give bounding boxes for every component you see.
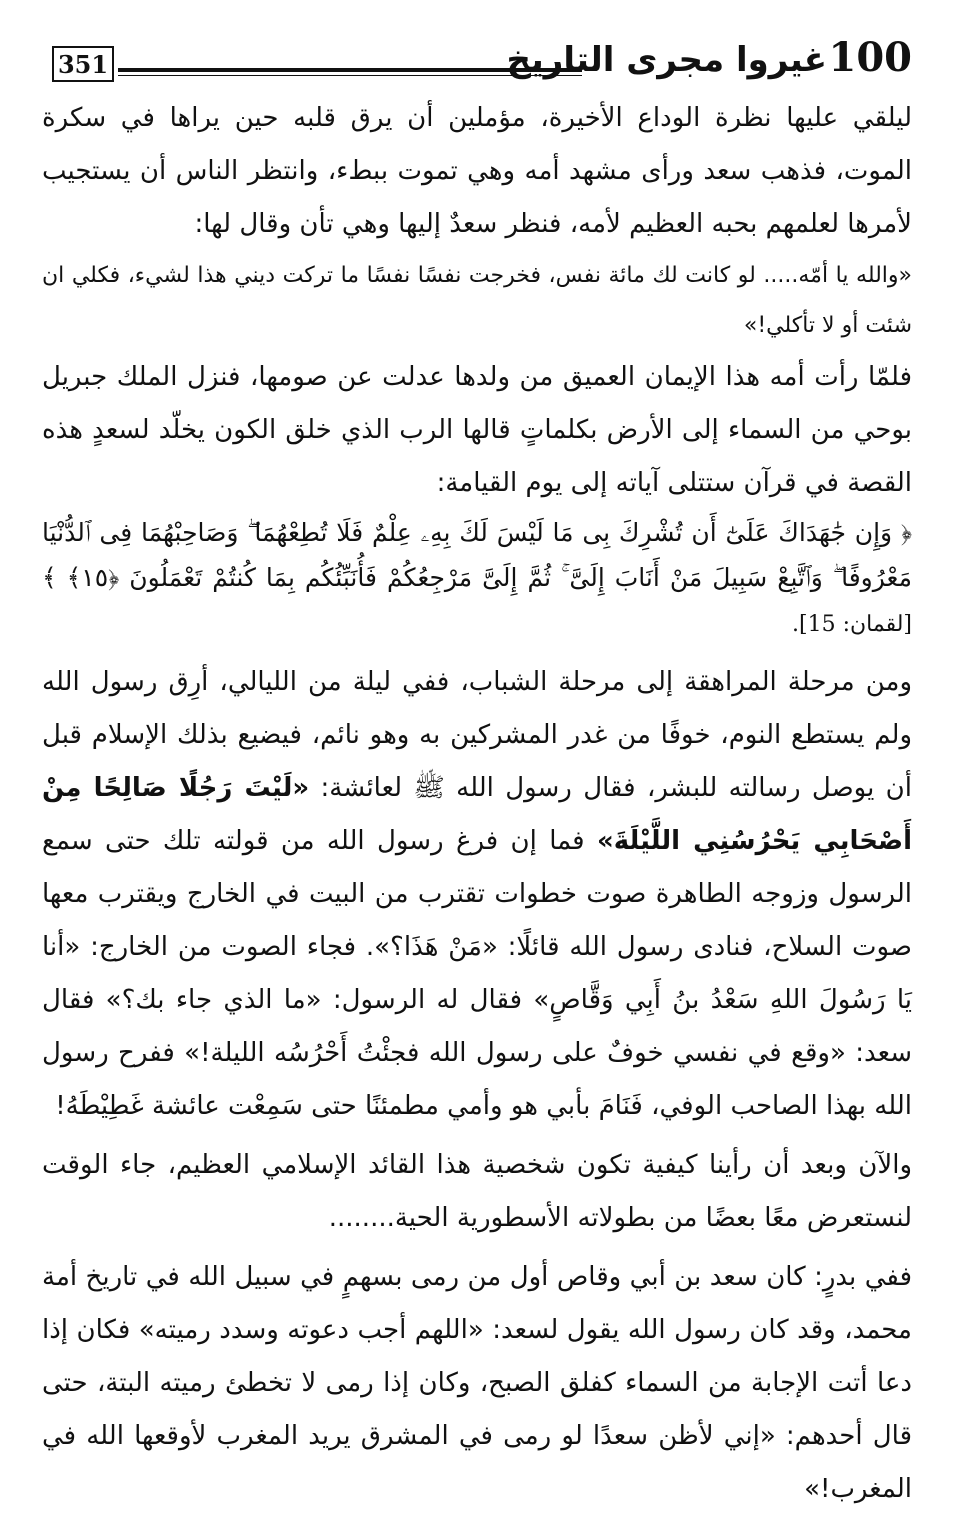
paragraph-4: والآن وبعد أن رأينا كيفية تكون شخصية هذا القائد الإسلامي العظيم، جاء الوقت لنستعرض معًا بعضًا من بطولاته الأسطورية الحية........	[42, 1150, 912, 1233]
paragraph-5: ففي بدرٍ: كان سعد بن أبي وقاص أول من رمى بسهمٍ في سبيل الله في تاريخ أمة محمد، وقد كان رسول الله يقول لسعد: «اللهم أجب دعوته وسدد رميته» فكان إذا دعا أتت الإجابة من السماء كفلق الصبح، وكان إذا رمى لا تخطئ رميته البتة، حتى قال أحدهم: «إني لأظن سعدًا لو رمى في المشرق يريد المغرب لأوقعها الله في المغرب!»	[42, 1262, 912, 1504]
paragraph-3-rest: فما إن فرغ رسول الله من قولته تلك حتى سمع الرسول وزوجه الطاهرة صوت خطوات تقترب من البيت في الخارج ويقترب معها صوت السلاح، فنادى رسول الله قائلًا: «مَنْ هَذَا؟». فجاء الصوت من الخارج: «أنا يَا رَسُولَ اللهِ سَعْدُ بنُ أَبِي وَقَّاصٍ» فقال له الرسول: «ما الذي جاء بك؟» فقال سعد: «وقع في نفسي خوفٌ على رسول الله فجئْتُ أَحْرُسُه الليلة!» ففرح رسول الله بهذا الصاحب الوفي، فَنَامَ بأبي هو وأمي مطمئنًا حتى سَمِعْت عائشة غَطِيْطَهُ!	[42, 826, 912, 1121]
book-title: غيروا مجرى التاريخ	[506, 40, 827, 80]
page-number-box: 351	[52, 46, 114, 82]
paragraph-3-intro: ومن مرحلة المراهقة إلى مرحلة الشباب، ففي ليلة من الليالي، أرِق رسول الله ولم يستطع النوم، خوفًا من غدر المشركين به وهو نائم، فيضيع بذلك الإسلام قبل أن يوصل رسالته للبشر، فقال رسول الله ﷺ لعائشة:	[42, 667, 913, 803]
book-number: 100	[828, 34, 912, 81]
verse-text: ﴿ وَإِن جَٰهَدَاكَ عَلَىٰٓ أَن تُشْرِكَ بِى مَا لَيْسَ لَكَ بِهِۦ عِلْمٌ فَلَا تُطِعْهُمَا ۖ وَصَاحِبْهُمَا فِى ٱلدُّنْيَا مَعْرُوفًا ۖ وَٱتَّبِعْ سَبِيلَ مَنْ أَنَابَ إِلَىَّ ۚ ثُمَّ إِلَىَّ مَرْجِعُكُمْ فَأُنَبِّئُكُم بِمَا كُنتُمْ تَعْمَلُونَ ﴿١٥﴾ ﴾	[42, 518, 912, 592]
book-page	[42, 30, 913, 1504]
hadith-quote: «لَيْتَ رَجُلًا صَالِحًا مِنْ أَصْحَابِي يَحْرُسُنِي اللَّيْلَةَ»	[42, 773, 913, 856]
quote-paragraph: «والله يا أمّه..... لو كانت لك مائة نفس، فخرجت نفسًا نفسًا ما تركت ديني هذا لشيء، فكلي ان شئت أو لا تأكلي!»	[42, 263, 912, 338]
verse-reference: [لقمان: 15].	[792, 612, 912, 637]
page-header	[42, 30, 912, 90]
page-body	[42, 92, 912, 1516]
quran-verse	[42, 510, 912, 650]
paragraph-1: ليلقي عليها نظرة الوداع الأخيرة، مؤملين أن يرق قلبه حين يراها في سكرة الموت، فذهب سعد ورأى مشهد أمه وهي تموت ببطء، وانتظر الناس أن يستجيب لأمرها لعلمهم بحبه العظيم لأمه، فنظر سعدٌ إليها وهي تأن وقال لها:	[42, 103, 912, 239]
paragraph-2: فلمّا رأت أمه هذا الإيمان العميق من ولدها عدلت عن صومها، فنزل الملك جبريل بوحي من السماء إلى الأرض بكلماتٍ قالها الرب الذي خلق الكون يخلّد لسعدٍ هذه القصة في قرآن ستتلى آياته إلى يوم القيامة:	[42, 362, 912, 498]
paragraph-3	[42, 656, 912, 1133]
